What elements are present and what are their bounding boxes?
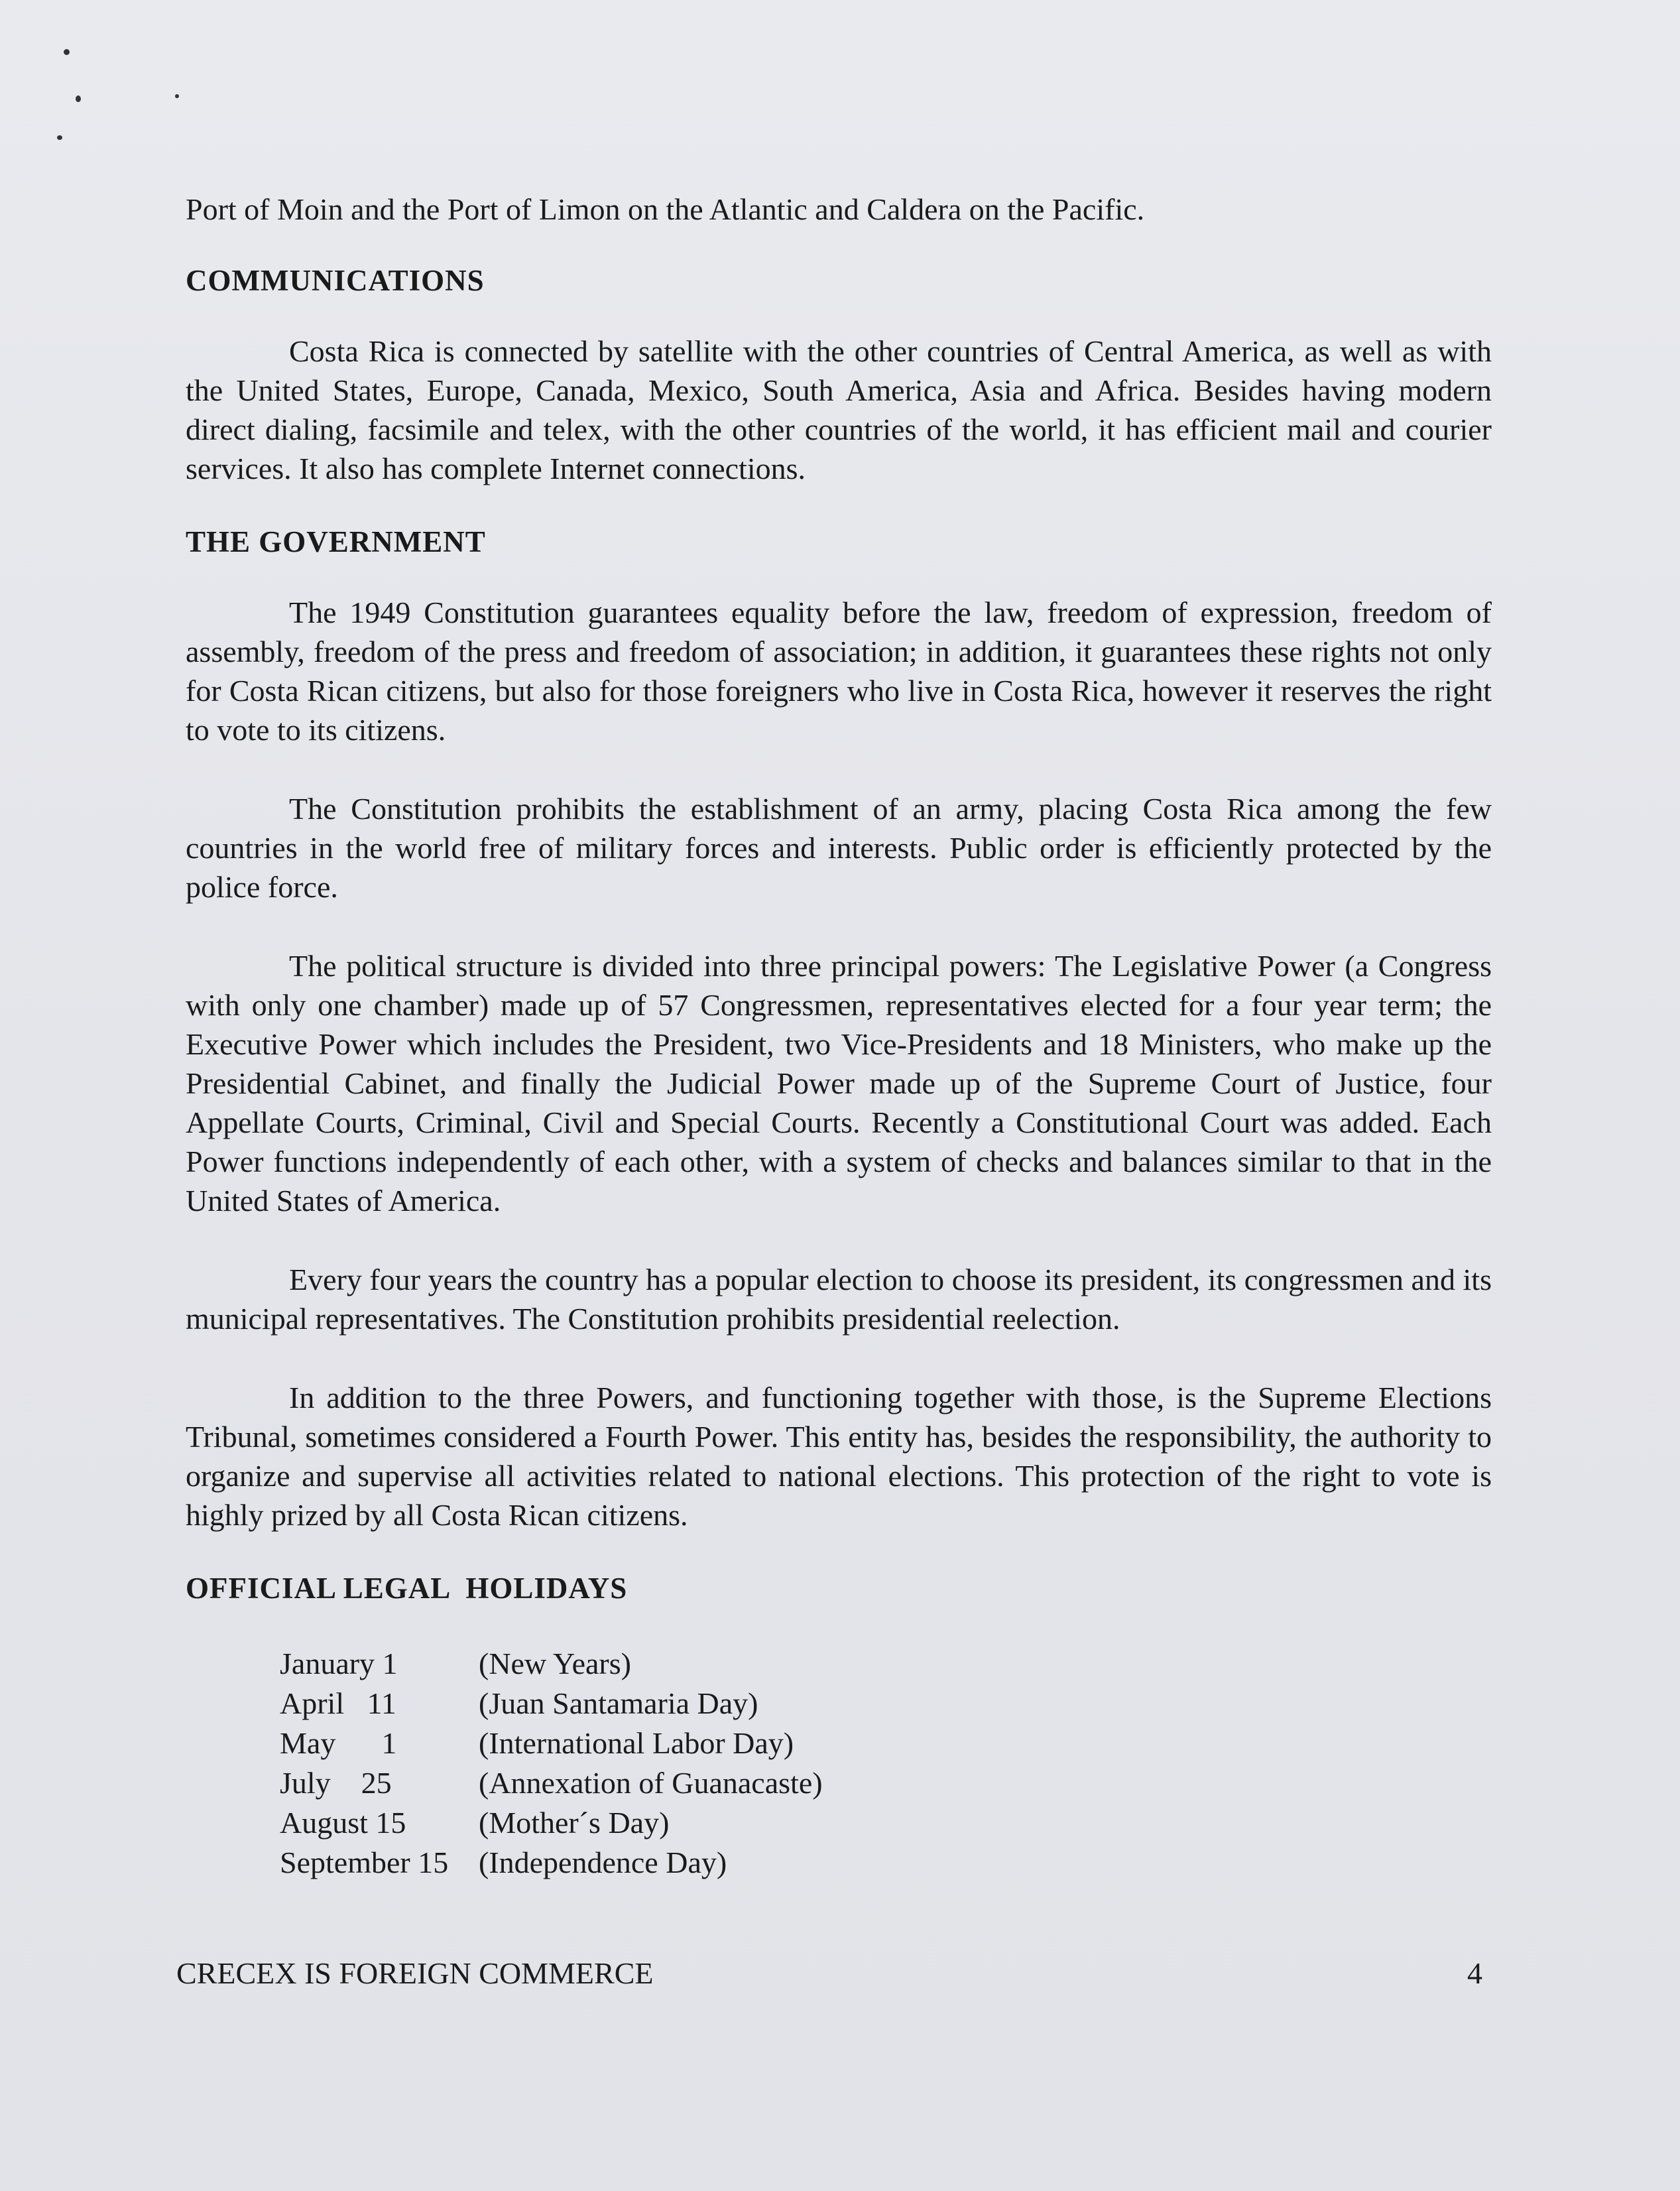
holiday-name: (Annexation of Guanacaste) bbox=[479, 1766, 823, 1800]
heading-government: THE GOVERNMENT bbox=[186, 525, 486, 558]
holiday-name: (Independence Day) bbox=[479, 1846, 727, 1879]
speck-mark bbox=[175, 94, 179, 98]
paragraph-government-4: Every four years the country has a popular election to choose its president, its congressmen and its municipal representatives. The Constitution prohibits presidential reelection. bbox=[186, 1263, 1492, 1336]
holiday-date: July 25 bbox=[280, 1766, 392, 1800]
holiday-name: (International Labor Day) bbox=[479, 1726, 794, 1760]
holiday-date: August 15 bbox=[280, 1806, 406, 1840]
paragraph-government-2: The Constitution prohibits the establishment of an army, placing Costa Rica among the few countries in the world free of military forces and interests. Public order is efficiently protected by the police force. bbox=[186, 792, 1492, 904]
speck-mark bbox=[64, 49, 70, 55]
holiday-row bbox=[280, 1843, 1492, 1883]
opening-line: Port of Moin and the Port of Limon on the Atlantic and Caldera on the Pacific. bbox=[186, 192, 1145, 226]
holiday-row bbox=[280, 1644, 1492, 1684]
document-body bbox=[186, 190, 1492, 1883]
footer-text: CRECEX IS FOREIGN COMMERCE bbox=[176, 1956, 654, 1990]
heading-communications: COMMUNICATIONS bbox=[186, 264, 485, 297]
holiday-row bbox=[280, 1763, 1492, 1803]
holiday-date: September 15 bbox=[280, 1846, 449, 1879]
paragraph-communications: Costa Rica is connected by satellite with the other countries of Central America, as well as with the United States, Europe, Canada, Mexico, South America, Asia and Africa. Besides having modern direct dialing, facsimile and telex, with the other countries of the world, it has efficient mail and courier services. It also has complete Internet connections. bbox=[186, 334, 1492, 485]
holiday-name: (Juan Santamaria Day) bbox=[479, 1686, 758, 1720]
paragraph-government-1: The 1949 Constitution guarantees equality before the law, freedom of expression, freedom of assembly, freedom of the press and freedom of association; in addition, it guarantees these rights not only for Costa Rican citizens, but also for those foreigners who live in Costa Rica, however it reserves the right to vote to its citizens. bbox=[186, 595, 1492, 747]
page-number: 4 bbox=[1467, 1956, 1482, 1990]
speck-mark bbox=[57, 135, 62, 140]
speck-mark bbox=[76, 95, 81, 102]
page-footer bbox=[176, 1954, 1482, 1993]
holiday-date: April 11 bbox=[280, 1686, 396, 1720]
holiday-name: (New Years) bbox=[479, 1647, 631, 1680]
holiday-date: January 1 bbox=[280, 1647, 398, 1680]
holiday-list bbox=[280, 1644, 1492, 1883]
paragraph-government-3: The political structure is divided into three principal powers: The Legislative Power (a Congress with only one chamber) made up of 57 Congressmen, representatives elected for a four year term; the Executive Power which includes the President, two Vice-Presidents and 18 Ministers, who make up the Presidential Cabinet, and finally the Judicial Power made up of the Supreme Court of Justice, four Appellate Courts, Criminal, Civil and Special Courts. Recently a Constitutional Court was added. Each Power functions independently of each other, with a system of checks and balances similar to that in the United States of America. bbox=[186, 949, 1492, 1218]
holiday-row bbox=[280, 1803, 1492, 1843]
heading-holidays: OFFICIAL LEGAL HOLIDAYS bbox=[186, 1572, 628, 1605]
holiday-row bbox=[280, 1723, 1492, 1763]
holiday-name: (Mother´s Day) bbox=[479, 1806, 670, 1840]
holiday-row bbox=[280, 1684, 1492, 1723]
paragraph-government-5: In addition to the three Powers, and functioning together with those, is the Supreme Elections Tribunal, sometimes considered a Fourth Power. This entity has, besides the responsibility, the authority to organize and supervise all activities related to national elections. This protection of the right to vote is highly prized by all Costa Rican citizens. bbox=[186, 1381, 1492, 1532]
holiday-date: May 1 bbox=[280, 1726, 397, 1760]
